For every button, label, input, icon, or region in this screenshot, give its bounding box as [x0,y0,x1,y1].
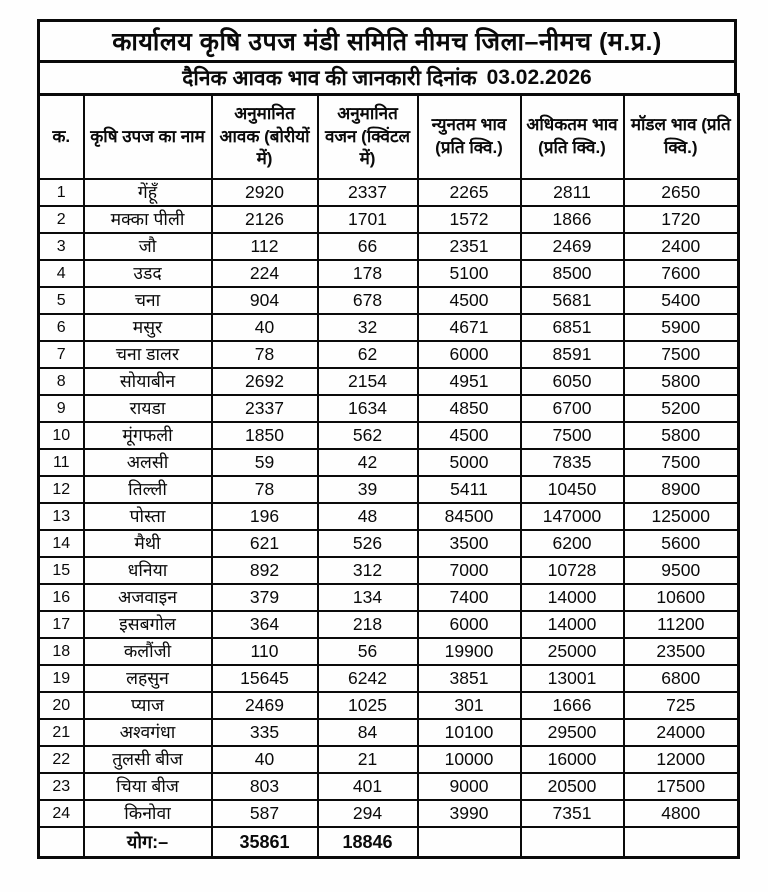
weight-cell: 6242 [318,665,418,692]
table-row [39,665,739,692]
arrival-cell: 621 [212,530,318,557]
max-price-cell: 8591 [521,341,624,368]
table-row [39,773,739,800]
modal-price-cell: 7600 [624,260,739,287]
crop-name-cell: चना डालर [84,341,212,368]
table-row [39,287,739,314]
office-title [37,19,737,63]
weight-cell: 178 [318,260,418,287]
table-header [39,95,739,180]
max-price-cell: 14000 [521,611,624,638]
min-price-cell: 2265 [418,179,521,206]
max-price-cell: 1866 [521,206,624,233]
modal-price-cell: 2650 [624,179,739,206]
min-price-cell: 301 [418,692,521,719]
crop-name-cell: मूंगफली [84,422,212,449]
serial-cell: 20 [39,692,84,719]
min-price-cell: 9000 [418,773,521,800]
weight-cell: 62 [318,341,418,368]
office-title-text: कार्यालय कृषि उपज मंडी समिति नीमच जिला–नीमच (म.प्र.) [112,28,662,56]
arrival-cell: 2920 [212,179,318,206]
max-price-cell: 7351 [521,800,624,827]
max-price-cell: 7500 [521,422,624,449]
crop-name-cell: इसबगोल [84,611,212,638]
table-row [39,260,739,287]
table-body [39,179,739,827]
min-price-cell: 10000 [418,746,521,773]
total-max-cell [521,827,624,858]
min-price-cell: 6000 [418,611,521,638]
crop-name-cell: चना [84,287,212,314]
total-label-cell: योग:– [84,827,212,858]
max-price-cell: 6700 [521,395,624,422]
table-row [39,395,739,422]
arrival-cell: 15645 [212,665,318,692]
crop-name-cell: लहसुन [84,665,212,692]
arrival-cell: 59 [212,449,318,476]
modal-price-cell: 12000 [624,746,739,773]
table-row [39,557,739,584]
modal-price-cell: 5400 [624,287,739,314]
max-price-cell: 147000 [521,503,624,530]
max-price-cell: 10450 [521,476,624,503]
daily-rates-table [37,93,740,859]
total-min-cell [418,827,521,858]
weight-cell: 401 [318,773,418,800]
max-price-cell: 29500 [521,719,624,746]
weight-cell: 39 [318,476,418,503]
table-row [39,530,739,557]
max-price-cell: 5681 [521,287,624,314]
arrival-cell: 587 [212,800,318,827]
arrival-cell: 40 [212,746,318,773]
min-price-cell: 6000 [418,341,521,368]
table-row [39,638,739,665]
serial-cell: 10 [39,422,84,449]
table-row [39,503,739,530]
max-price-cell: 7835 [521,449,624,476]
serial-cell: 12 [39,476,84,503]
crop-name-cell: अश्वगंधा [84,719,212,746]
total-arrival-cell: 35861 [212,827,318,858]
arrival-cell: 364 [212,611,318,638]
crop-name-cell: उडद [84,260,212,287]
min-price-cell: 4671 [418,314,521,341]
table-row [39,314,739,341]
max-price-cell: 6200 [521,530,624,557]
total-weight-cell: 18846 [318,827,418,858]
arrival-cell: 78 [212,476,318,503]
weight-cell: 294 [318,800,418,827]
serial-cell: 3 [39,233,84,260]
weight-cell: 2154 [318,368,418,395]
max-price-cell: 16000 [521,746,624,773]
min-price-cell: 3990 [418,800,521,827]
min-price-cell: 19900 [418,638,521,665]
arrival-cell: 78 [212,341,318,368]
serial-cell: 5 [39,287,84,314]
serial-cell: 7 [39,341,84,368]
weight-cell: 32 [318,314,418,341]
report-date: 03.02.2026 [486,66,592,89]
table-row [39,422,739,449]
min-price-cell: 5000 [418,449,521,476]
serial-cell: 13 [39,503,84,530]
max-price-cell: 25000 [521,638,624,665]
serial-cell: 9 [39,395,84,422]
serial-cell: 15 [39,557,84,584]
modal-price-cell: 7500 [624,449,739,476]
max-price-cell: 20500 [521,773,624,800]
modal-price-cell: 23500 [624,638,739,665]
arrival-cell: 803 [212,773,318,800]
crop-name-cell: धनिया [84,557,212,584]
arrival-cell: 379 [212,584,318,611]
table-row [39,584,739,611]
modal-price-cell: 4800 [624,800,739,827]
table-row [39,746,739,773]
min-price-cell: 4500 [418,287,521,314]
max-price-cell: 6050 [521,368,624,395]
serial-cell: 4 [39,260,84,287]
modal-price-cell: 5900 [624,314,739,341]
crop-name-cell: अजवाइन [84,584,212,611]
crop-name-cell: तिल्ली [84,476,212,503]
modal-price-cell: 5200 [624,395,739,422]
weight-cell: 56 [318,638,418,665]
serial-cell: 18 [39,638,84,665]
table-row [39,233,739,260]
serial-cell: 23 [39,773,84,800]
weight-cell: 42 [318,449,418,476]
arrival-cell: 196 [212,503,318,530]
col-header-weight: अनुमानित वजन (क्विंटल में) [318,95,418,180]
weight-cell: 312 [318,557,418,584]
total-serial-cell [39,827,84,858]
max-price-cell: 14000 [521,584,624,611]
weight-cell: 562 [318,422,418,449]
arrival-cell: 904 [212,287,318,314]
total-modal-cell [624,827,739,858]
min-price-cell: 3500 [418,530,521,557]
max-price-cell: 2811 [521,179,624,206]
total-row [39,827,739,858]
crop-name-cell: पोस्ता [84,503,212,530]
table-row [39,476,739,503]
weight-cell: 48 [318,503,418,530]
min-price-cell: 4850 [418,395,521,422]
crop-name-cell: चिया बीज [84,773,212,800]
arrival-cell: 2126 [212,206,318,233]
min-price-cell: 5100 [418,260,521,287]
modal-price-cell: 1720 [624,206,739,233]
serial-cell: 14 [39,530,84,557]
max-price-cell: 8500 [521,260,624,287]
report-subtitle [37,60,737,96]
table-row [39,206,739,233]
serial-cell: 17 [39,611,84,638]
min-price-cell: 7000 [418,557,521,584]
arrival-cell: 335 [212,719,318,746]
serial-cell: 8 [39,368,84,395]
min-price-cell: 4500 [418,422,521,449]
col-header-min-price: न्युनतम भाव (प्रति क्वि.) [418,95,521,180]
arrival-cell: 2692 [212,368,318,395]
min-price-cell: 2351 [418,233,521,260]
subtitle-label: दैनिक आवक भाव की जानकारी दिनांक [182,67,477,90]
serial-cell: 21 [39,719,84,746]
weight-cell: 21 [318,746,418,773]
crop-name-cell: मसुर [84,314,212,341]
min-price-cell: 1572 [418,206,521,233]
arrival-cell: 892 [212,557,318,584]
min-price-cell: 4951 [418,368,521,395]
table-footer [39,827,739,858]
modal-price-cell: 5600 [624,530,739,557]
arrival-cell: 2337 [212,395,318,422]
col-header-max-price: अधिकतम भाव (प्रति क्वि.) [521,95,624,180]
col-header-crop-name: कृषि उपज का नाम [84,95,212,180]
modal-price-cell: 9500 [624,557,739,584]
crop-name-cell: कलौंजी [84,638,212,665]
crop-name-cell: गेंहूँ [84,179,212,206]
table-row [39,719,739,746]
serial-cell: 24 [39,800,84,827]
crop-name-cell: किनोवा [84,800,212,827]
modal-price-cell: 5800 [624,368,739,395]
serial-cell: 1 [39,179,84,206]
crop-name-cell: तुलसी बीज [84,746,212,773]
col-header-modal-price: मॉडल भाव (प्रति क्वि.) [624,95,739,180]
table-row [39,179,739,206]
crop-name-cell: सोयाबीन [84,368,212,395]
modal-price-cell: 125000 [624,503,739,530]
max-price-cell: 10728 [521,557,624,584]
arrival-cell: 40 [212,314,318,341]
modal-price-cell: 725 [624,692,739,719]
arrival-cell: 110 [212,638,318,665]
weight-cell: 1025 [318,692,418,719]
weight-cell: 134 [318,584,418,611]
min-price-cell: 7400 [418,584,521,611]
max-price-cell: 1666 [521,692,624,719]
min-price-cell: 3851 [418,665,521,692]
table-row [39,449,739,476]
header-row [39,95,739,180]
serial-cell: 11 [39,449,84,476]
weight-cell: 218 [318,611,418,638]
arrival-cell: 224 [212,260,318,287]
mandi-rate-sheet [37,19,737,859]
max-price-cell: 13001 [521,665,624,692]
arrival-cell: 2469 [212,692,318,719]
weight-cell: 84 [318,719,418,746]
arrival-cell: 1850 [212,422,318,449]
modal-price-cell: 17500 [624,773,739,800]
min-price-cell: 5411 [418,476,521,503]
modal-price-cell: 8900 [624,476,739,503]
weight-cell: 1634 [318,395,418,422]
table-row [39,800,739,827]
col-header-serial: क. [39,95,84,180]
modal-price-cell: 6800 [624,665,739,692]
crop-name-cell: प्याज [84,692,212,719]
max-price-cell: 2469 [521,233,624,260]
serial-cell: 16 [39,584,84,611]
crop-name-cell: मैथी [84,530,212,557]
serial-cell: 19 [39,665,84,692]
crop-name-cell: जौ [84,233,212,260]
weight-cell: 678 [318,287,418,314]
max-price-cell: 6851 [521,314,624,341]
modal-price-cell: 2400 [624,233,739,260]
serial-cell: 2 [39,206,84,233]
serial-cell: 6 [39,314,84,341]
min-price-cell: 84500 [418,503,521,530]
table-row [39,368,739,395]
min-price-cell: 10100 [418,719,521,746]
col-header-arrival: अनुमानित आवक (बोरीयों में) [212,95,318,180]
table-row [39,341,739,368]
crop-name-cell: रायडा [84,395,212,422]
modal-price-cell: 24000 [624,719,739,746]
weight-cell: 2337 [318,179,418,206]
table-row [39,611,739,638]
arrival-cell: 112 [212,233,318,260]
crop-name-cell: अलसी [84,449,212,476]
serial-cell: 22 [39,746,84,773]
crop-name-cell: मक्का पीली [84,206,212,233]
modal-price-cell: 5800 [624,422,739,449]
modal-price-cell: 10600 [624,584,739,611]
table-row [39,692,739,719]
modal-price-cell: 11200 [624,611,739,638]
weight-cell: 526 [318,530,418,557]
weight-cell: 1701 [318,206,418,233]
weight-cell: 66 [318,233,418,260]
modal-price-cell: 7500 [624,341,739,368]
